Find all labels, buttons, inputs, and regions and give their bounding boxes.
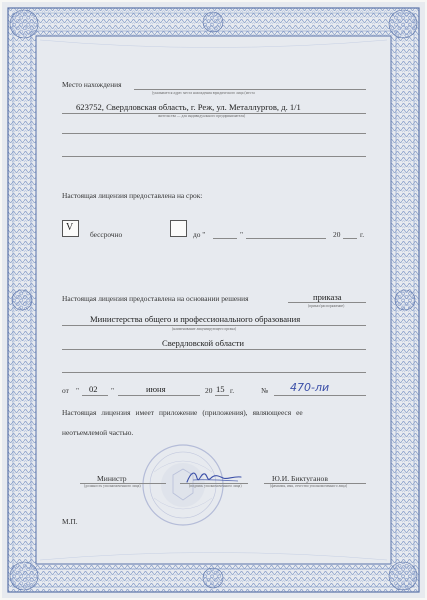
authority-line-2-rule [62, 349, 366, 350]
license-number: 470-ли [290, 381, 330, 394]
date-quote-open: " [76, 386, 80, 395]
date-quote-close: " [111, 386, 115, 395]
location-address: 623752, Свердловская область, г. Реж, ул. Металлургов, д. 1/1 [76, 102, 301, 112]
term-until-suffix: г. [360, 230, 365, 239]
appendix-line-1: Настоящая лицензия имеет приложение (приложения), являющееся ее [62, 408, 303, 417]
name-caption: (фамилия, имя, отчество уполномоченного лица) [270, 484, 348, 488]
checkbox-mark: V [66, 222, 74, 233]
date-year-line [215, 395, 229, 396]
authority-line-1-rule [62, 325, 366, 326]
location-label: Место нахождения [62, 80, 122, 89]
term-until-dash: " [240, 230, 244, 239]
license-number-label: № [261, 386, 269, 395]
date-year-suffix: г. [230, 386, 235, 395]
term-label: Настоящая лицензия предоставлена на срок: [62, 191, 203, 200]
authority-line-3-rule [62, 372, 366, 373]
decision-type: приказа [313, 292, 342, 302]
appendix-line-2: неотъемлемой частью. [62, 428, 134, 437]
stamp-place: М.П. [62, 517, 78, 526]
signatory-name: Ю.И. Биктуганов [272, 474, 328, 483]
term-indefinite: бессрочно [90, 230, 123, 239]
indefinite-checkbox [62, 220, 79, 237]
authority-line-2: Свердловской области [162, 338, 245, 348]
date-month: июня [146, 384, 166, 394]
decision-type-caption: (приказ/распоряжение) [308, 304, 345, 308]
location-address-caption: жительства — для индивидуального предпринимателя) [158, 114, 246, 118]
date-year: 15 [216, 384, 225, 394]
date-year-prefix: 20 [205, 386, 213, 395]
date-month-line [118, 395, 200, 396]
location-caption: (указывается адрес места нахождения юридического лица (места [152, 91, 255, 95]
date-day-line [82, 395, 108, 396]
location-line-3 [62, 133, 366, 134]
signature-caption: (подпись уполномоченного лица) [189, 484, 242, 488]
signatory-position: Министр [97, 474, 127, 483]
date-from: от [62, 386, 69, 395]
until-checkbox [170, 220, 187, 237]
until-month-line [246, 238, 326, 239]
location-line-4 [62, 156, 366, 157]
authority-line-1: Министерства общего и профессионального образования [90, 314, 301, 324]
term-until-year: 20 [333, 230, 341, 239]
license-number-line [274, 395, 366, 396]
position-caption: (должность уполномоченного лица) [84, 484, 141, 488]
term-until-prefix: до " [193, 230, 206, 239]
until-day-line [213, 238, 237, 239]
until-year-line [343, 238, 357, 239]
basis-label: Настоящая лицензия предоставлена на основании решения [62, 294, 249, 303]
date-day: 02 [89, 384, 98, 394]
authority-caption: (наименование лицензирующего органа) [172, 327, 237, 331]
location-line-1 [134, 89, 366, 90]
decision-type-line [288, 302, 366, 303]
